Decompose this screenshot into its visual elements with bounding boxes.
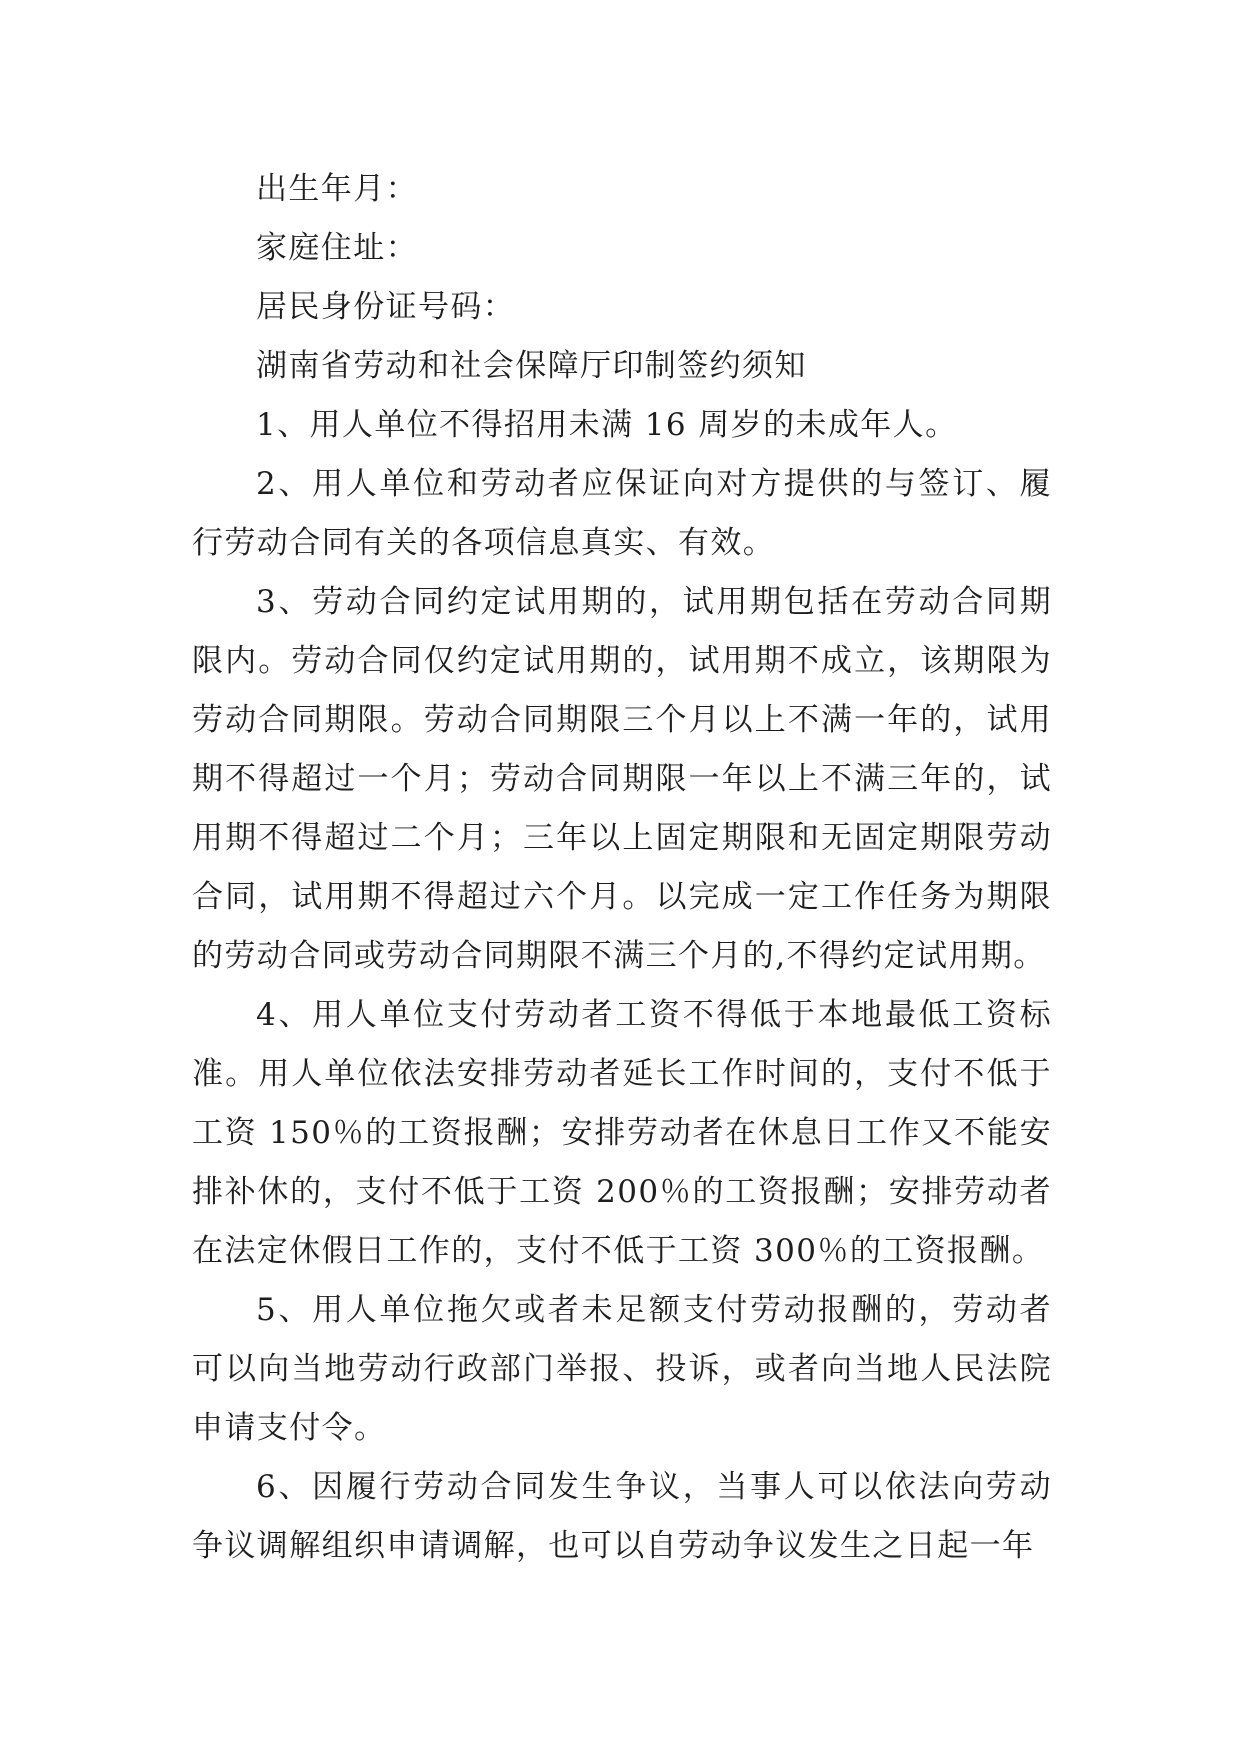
document-body	[192, 160, 1052, 1576]
id-number-line: 居民身份证号码：	[256, 289, 516, 325]
notice-item-6: 6、因履行劳动合同发生争议，当事人可以依法向劳动争议调解组织申请调解，也可以自劳动争议发生之日起一年	[192, 1469, 1052, 1564]
notice-item-1: 1、用人单位不得招用未满 16 周岁的未成年人。	[256, 407, 958, 443]
notice-item-4: 4、用人单位支付劳动者工资不得低于本地最低工资标准。用人单位依法安排劳动者延长工作时间的，支付不低于工资 150％的工资报酬；安排劳动者在休息日工作又不能安排补休的，支付不低于工资 200％的工资报酬；安排劳动者在法定休假日工作的，支付不低于工资 300％的工资报酬。	[192, 997, 1052, 1269]
notice-item-2: 2、用人单位和劳动者应保证向对方提供的与签订、履行劳动合同有关的各项信息真实、有效。	[192, 466, 1052, 561]
notice-title: 湖南省劳动和社会保障厅印制签约须知	[256, 348, 807, 384]
notice-item-3: 3、劳动合同约定试用期的，试用期包括在劳动合同期限内。劳动合同仅约定试用期的，试用期不成立，该期限为劳动合同期限。劳动合同期限三个月以上不满一年的，试用期不得超过一个月；劳动合同期限一年以上不满三年的，试用期不得超过二个月；三年以上固定期限和无固定期限劳动合同，试用期不得超过六个月。以完成一定工作任务为期限的劳动合同或劳动合同期限不满三个月的,不得约定试用期。	[192, 584, 1052, 974]
birth-date-line: 出生年月：	[256, 171, 418, 207]
notice-item-5: 5、用人单位拖欠或者未足额支付劳动报酬的，劳动者可以向当地劳动行政部门举报、投诉，或者向当地人民法院申请支付令。	[192, 1292, 1052, 1446]
home-address-line: 家庭住址：	[256, 230, 418, 266]
